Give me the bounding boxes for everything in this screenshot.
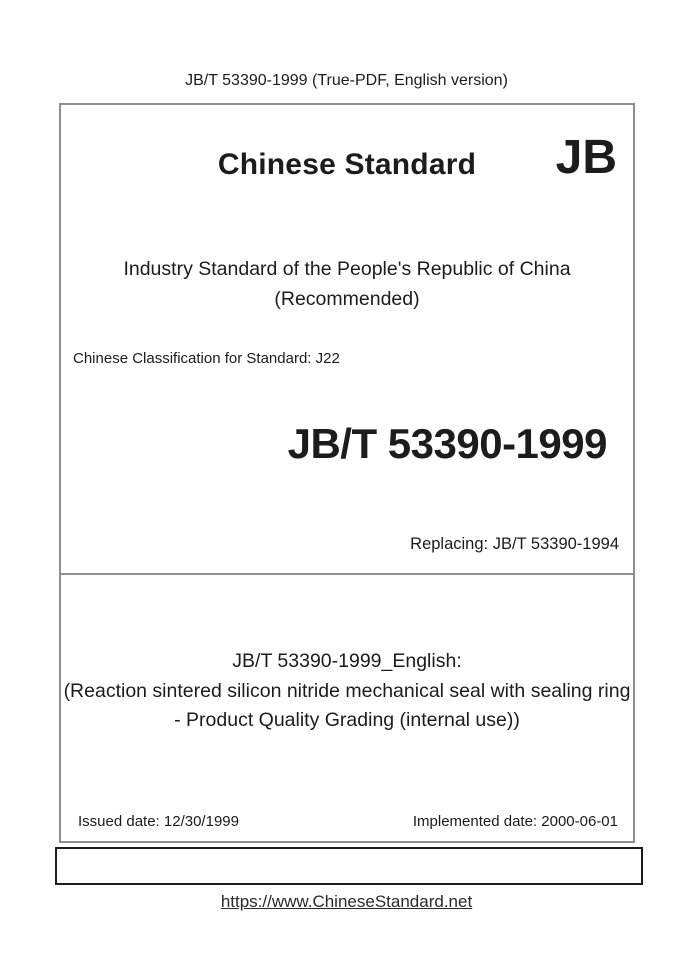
empty-footer-box	[55, 847, 643, 885]
cover-main-box	[59, 103, 635, 843]
implemented-date: Implemented date: 2000-06-01	[412, 813, 618, 830]
replacing-note: Replacing: JB/T 53390-1994	[410, 535, 619, 553]
standard-code-title: JB/T 53390-1999	[287, 420, 607, 467]
standard-type-line1: Industry Standard of the People's Republic of China	[123, 258, 571, 280]
jb-logo: JB	[555, 131, 617, 184]
dates-row	[61, 811, 633, 832]
footer	[0, 890, 693, 913]
cover-lower-section	[61, 575, 633, 841]
english-title: JB/T 53390-1999_English:	[232, 650, 462, 672]
issued-date: Issued date: 12/30/1999	[78, 813, 239, 830]
english-title-block	[61, 647, 633, 736]
standard-type-line2: (Recommended)	[274, 287, 420, 310]
english-description: (Reaction sintered silicon nitride mechanical seal with sealing ring - Product Quality Grading (internal use))	[63, 679, 631, 731]
page-header-title: JB/T 53390-1999 (True-PDF, English version)	[185, 72, 508, 89]
classification-label: Chinese Classification for Standard: J22	[73, 350, 340, 367]
footer-link[interactable]: https://www.ChineseStandard.net	[220, 892, 473, 911]
brand-title: Chinese Standard	[217, 148, 477, 181]
cover-upper-section	[61, 105, 633, 575]
standard-type-block	[61, 255, 633, 314]
